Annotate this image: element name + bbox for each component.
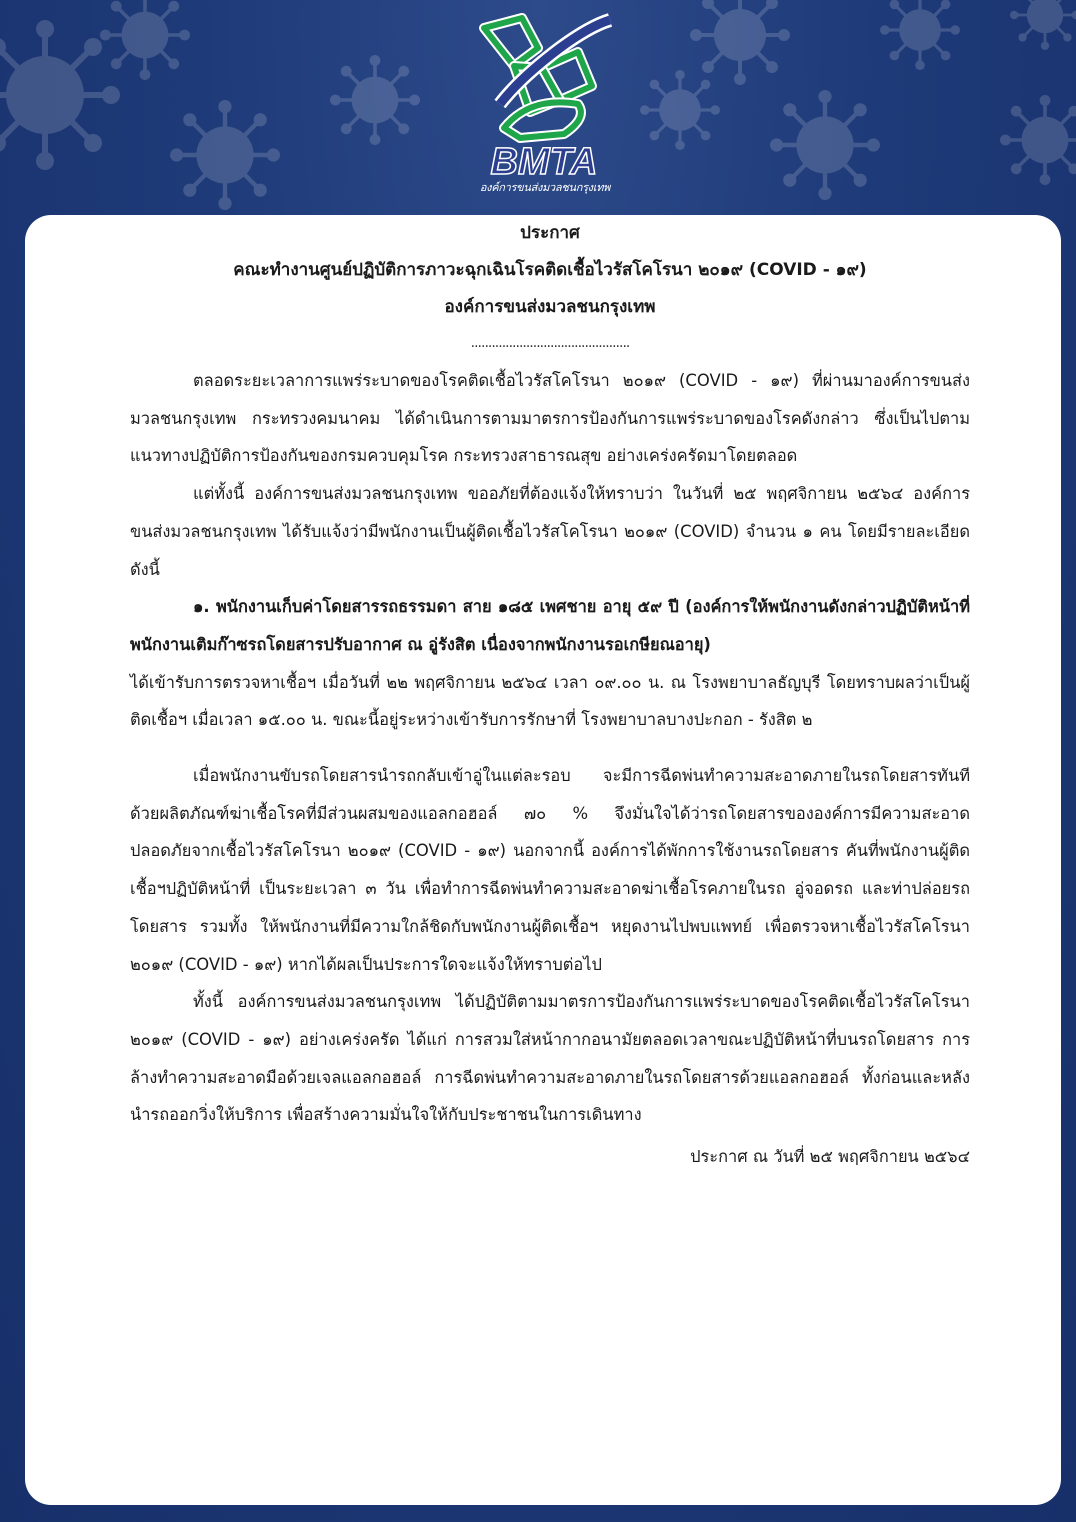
virus-icon [640,70,720,150]
virus-icon [330,55,420,145]
case-item-header: ๑. พนักงานเก็บค่าโดยสารรถธรรมดา สาย ๑๘๕ เพศชาย อายุ ๕๙ ปี (องค์การให้พนักงานดังกล่าวปฏิบัติหน้าที่พนักงานเติมก๊าซรถโดยสารปรับอากาศ ณ อู่รังสิต เนื่องจากพนักงานรอเกษียณอายุ) [130,597,970,654]
virus-icon [880,0,960,70]
logo-text: BMTA [490,141,598,183]
committee-title: คณะทำงานศูนย์ปฏิบัติการภาวะฉุกเฉินโรคติดเชื้อไวรัสโคโรนา ๒๐๑๙ (COVID - ๑๙) [233,260,867,280]
announcement-heading: ประกาศ [520,223,580,243]
logo-subtext: องค์การขนส่งมวลชนกรุงเทพ [479,181,611,194]
bmta-logo [460,8,628,198]
virus-icon [170,100,280,210]
announcement-body [130,215,970,1192]
case-item-detail: ได้เข้ารับการตรวจหาเชื้อฯ เมื่อวันที่ ๒๒ พฤศจิกายน ๒๕๖๔ เวลา ๐๙.๐๐ น. ณ โรงพยาบาลธัญบุรี โดยทราบผลว่าเป็นผู้ติดเชื้อฯ เมื่อเวลา ๑๕.๐๐ น. ขณะนี้อยู่ระหว่างเข้ารับการรักษาที่ โรงพยาบาลบางปะกอก - รังสิต ๒ [130,672,970,730]
paragraph-background: ตลอดระยะเวลาการแพร่ระบาดของโรคติดเชื้อไวรัสโคโรนา ๒๐๑๙ (COVID - ๑๙) ที่ผ่านมาองค์การขนส่งมวลชนกรุงเทพ กระทรวงคมนาคม ได้ดำเนินการตามมาตรการป้องกันการแพร่ระบาดของโรคดังกล่าว ซึ่งเป็นไปตามแนวทางปฏิบัติการป้องกันของกรมควบคุมโรค กระทรวงสาธารณสุข อย่างเคร่งครัดมาโดยตลอด [130,371,970,466]
virus-icon [1000,95,1076,185]
organization-title: องค์การขนส่งมวลชนกรุงเทพ [444,297,656,317]
paragraph-notice: แต่ทั้งนี้ องค์การขนส่งมวลชนกรุงเทพ ขออภัยที่ต้องแจ้งให้ทราบว่า ในวันที่ ๒๕ พฤศจิกายน ๒๕๖๔ องค์การขนส่งมวลชนกรุงเทพ ได้รับแจ้งว่ามีพนักงานเป็นผู้ติดเชื้อไวรัสโคโรนา ๒๐๑๙ (COVID) จำนวน ๑ คน โดยมีรายละเอียด ดังนี้ [130,484,970,579]
paragraph-measures: ทั้งนี้ องค์การขนส่งมวลชนกรุงเทพ ได้ปฏิบัติตามมาตรการป้องกันการแพร่ระบาดของโรคติดเชื้อไวรัสโคโรนา ๒๐๑๙ (COVID - ๑๙) อย่างเคร่งครัด ได้แก่ การสวมใส่หน้ากากอนามัยตลอดเวลาขณะปฏิบัติหน้าที่บนรถโดยสาร การล้างทำความสะอาดมือด้วยเจลแอลกอฮอล์ การฉีดพ่นทำความสะอาดภายในรถโดยสารด้วยแอลกอฮอล์ ทั้งก่อนและหลังนำรถออกวิ่งให้บริการ เพื่อสร้างความมั่นใจให้กับประชาชนในการเดินทาง [130,992,970,1125]
virus-icon [770,90,880,200]
signature-date: ประกาศ ณ วันที่ ๒๕ พฤศจิกายน ๒๕๖๔ [690,1147,970,1167]
paragraph-cleaning: เมื่อพนักงานขับรถโดยสารนำรถกลับเข้าอู่ในแต่ละรอบ จะมีการฉีดพ่นทำความสะอาดภายในรถโดยสารทันทีด้วยผลิตภัณฑ์ฆ่าเชื้อโรคที่มีส่วนผสมของแอลกอฮอล์ ๗๐ % จึงมั่นใจได้ว่ารถโดยสารขององค์การมีความสะอาด ปลอดภัยจากเชื้อไวรัสโคโรนา ๒๐๑๙ (COVID - ๑๙) นอกจากนี้ องค์การได้พักการใช้งานรถโดยสาร คันที่พนักงานผู้ติดเชื้อฯปฏิบัติหน้าที่ เป็นระยะเวลา ๓ วัน เพื่อทำการฉีดพ่นทำความสะอาดฆ่าเชื้อโรคภายในรถ อู่จอดรถ และท่าปล่อยรถโดยสาร รวมทั้ง ให้พนักงานที่มีความใกล้ชิดกับพนักงานผู้ติดเชื้อฯ หยุดงานไปพบแพทย์ เพื่อตรวจหาเชื้อไวรัสโคโรนา ๒๐๑๙ (COVID - ๑๙) หากได้ผลเป็นประการใดจะแจ้งให้ทราบต่อไป [130,766,970,974]
divider: .............................................. [470,335,630,351]
virus-icon [100,0,190,80]
announcement-card [25,215,1061,1505]
virus-icon [1010,0,1076,50]
